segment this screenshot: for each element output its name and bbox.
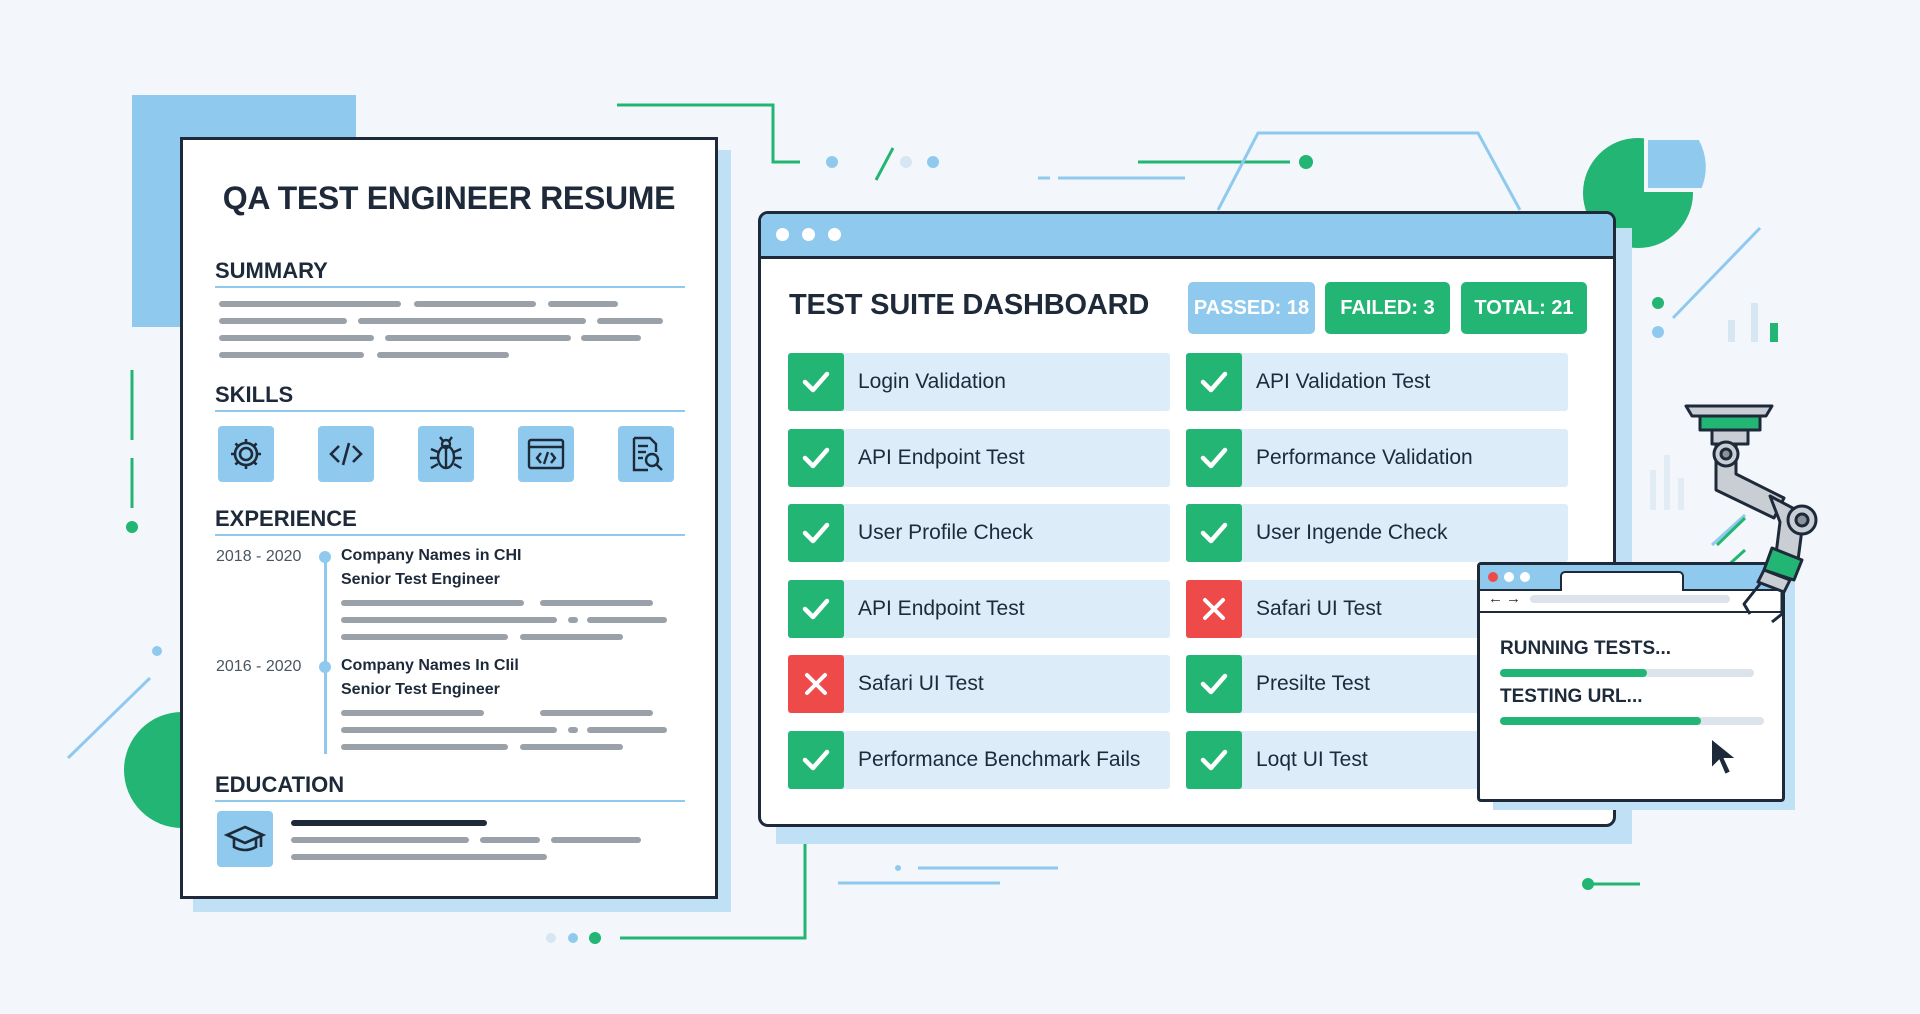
education-heading: EDUCATION — [215, 772, 685, 802]
running-progress-fill — [1500, 669, 1647, 677]
window-control-dot[interactable] — [1520, 572, 1530, 582]
test-row[interactable] — [788, 353, 1170, 411]
document-search-icon — [618, 426, 674, 482]
bug-icon — [418, 426, 474, 482]
skills-heading: SKILLS — [215, 382, 685, 412]
test-label: Login Validation — [858, 370, 1006, 393]
x-mark-icon — [788, 655, 844, 713]
experience-company: Company Names in CHI — [341, 547, 522, 564]
graduation-cap-icon — [217, 811, 273, 867]
checkmark-icon — [788, 353, 844, 411]
testing-progress-bar — [1500, 717, 1764, 725]
testing-url-label: TESTING URL... — [1500, 686, 1643, 707]
checkmark-icon — [788, 731, 844, 789]
timeline-dot — [319, 551, 331, 563]
window-control-dot[interactable] — [776, 228, 789, 241]
experience-role: Senior Test Engineer — [341, 571, 500, 588]
dashboard-title: TEST SUITE DASHBOARD — [789, 289, 1150, 321]
browser-tab[interactable] — [1560, 571, 1684, 591]
x-mark-icon — [1186, 580, 1242, 638]
test-label: User Profile Check — [858, 521, 1034, 544]
total-badge: TOTAL: 21 — [1461, 282, 1587, 334]
robot-arm-icon — [1672, 400, 1832, 640]
test-label: Safari UI Test — [1256, 596, 1382, 620]
forward-arrow-icon[interactable]: → — [1506, 590, 1521, 607]
test-label: Loqt UI Test — [1256, 747, 1368, 771]
window-control-dot[interactable] — [1504, 572, 1514, 582]
close-dot[interactable] — [1488, 572, 1498, 582]
test-row[interactable] — [788, 429, 1170, 487]
window-control-dot[interactable] — [828, 228, 841, 241]
test-label: Safari UI Test — [858, 672, 984, 695]
test-label: API Endpoint Test — [858, 596, 1025, 620]
experience-company: Company Names In CIil — [341, 657, 519, 674]
checkmark-icon — [1186, 731, 1242, 789]
experience-dates: 2018 - 2020 — [216, 548, 302, 565]
test-label: Performance Validation — [1256, 445, 1473, 469]
passed-badge: PASSED: 18 — [1188, 282, 1315, 334]
test-label: Performance Benchmark Fails — [858, 747, 1141, 771]
test-row[interactable] — [788, 580, 1170, 638]
resume-card — [180, 137, 718, 899]
checkmark-icon — [1186, 429, 1242, 487]
experience-dates: 2016 - 2020 — [216, 658, 302, 675]
testing-progress-fill — [1500, 717, 1701, 725]
test-label: User Ingende Check — [1256, 521, 1448, 544]
test-row[interactable] — [788, 731, 1170, 789]
test-row[interactable] — [1186, 353, 1568, 411]
window-titlebar — [761, 214, 1613, 259]
checkmark-icon — [1186, 504, 1242, 562]
checkmark-icon — [788, 504, 844, 562]
checkmark-icon — [1186, 655, 1242, 713]
running-progress-bar — [1500, 669, 1754, 677]
code-icon — [318, 426, 374, 482]
experience-role: Senior Test Engineer — [341, 681, 500, 698]
checkmark-icon — [788, 429, 844, 487]
code-window-icon — [518, 426, 574, 482]
test-label: Presilte Test — [1256, 672, 1370, 695]
experience-heading: EXPERIENCE — [215, 506, 685, 536]
mouse-cursor-icon — [1708, 735, 1742, 779]
test-label: API Endpoint Test — [858, 445, 1025, 469]
timeline-dot — [319, 661, 331, 673]
gear-icon — [218, 426, 274, 482]
failed-badge: FAILED: 3 — [1325, 282, 1450, 334]
checkmark-icon — [1186, 353, 1242, 411]
test-row[interactable] — [1186, 504, 1568, 562]
running-tests-label: RUNNING TESTS... — [1500, 638, 1672, 659]
experience-timeline — [324, 556, 327, 754]
test-row[interactable] — [788, 504, 1170, 562]
window-control-dot[interactable] — [802, 228, 815, 241]
resume-title: QA TEST ENGINEER RESUME — [222, 180, 676, 216]
summary-heading: SUMMARY — [215, 258, 685, 288]
test-label: API Validation Test — [1256, 370, 1431, 393]
test-row[interactable] — [1186, 429, 1568, 487]
back-arrow-icon[interactable]: ← — [1488, 590, 1503, 607]
checkmark-icon — [788, 580, 844, 638]
test-row[interactable] — [788, 655, 1170, 713]
